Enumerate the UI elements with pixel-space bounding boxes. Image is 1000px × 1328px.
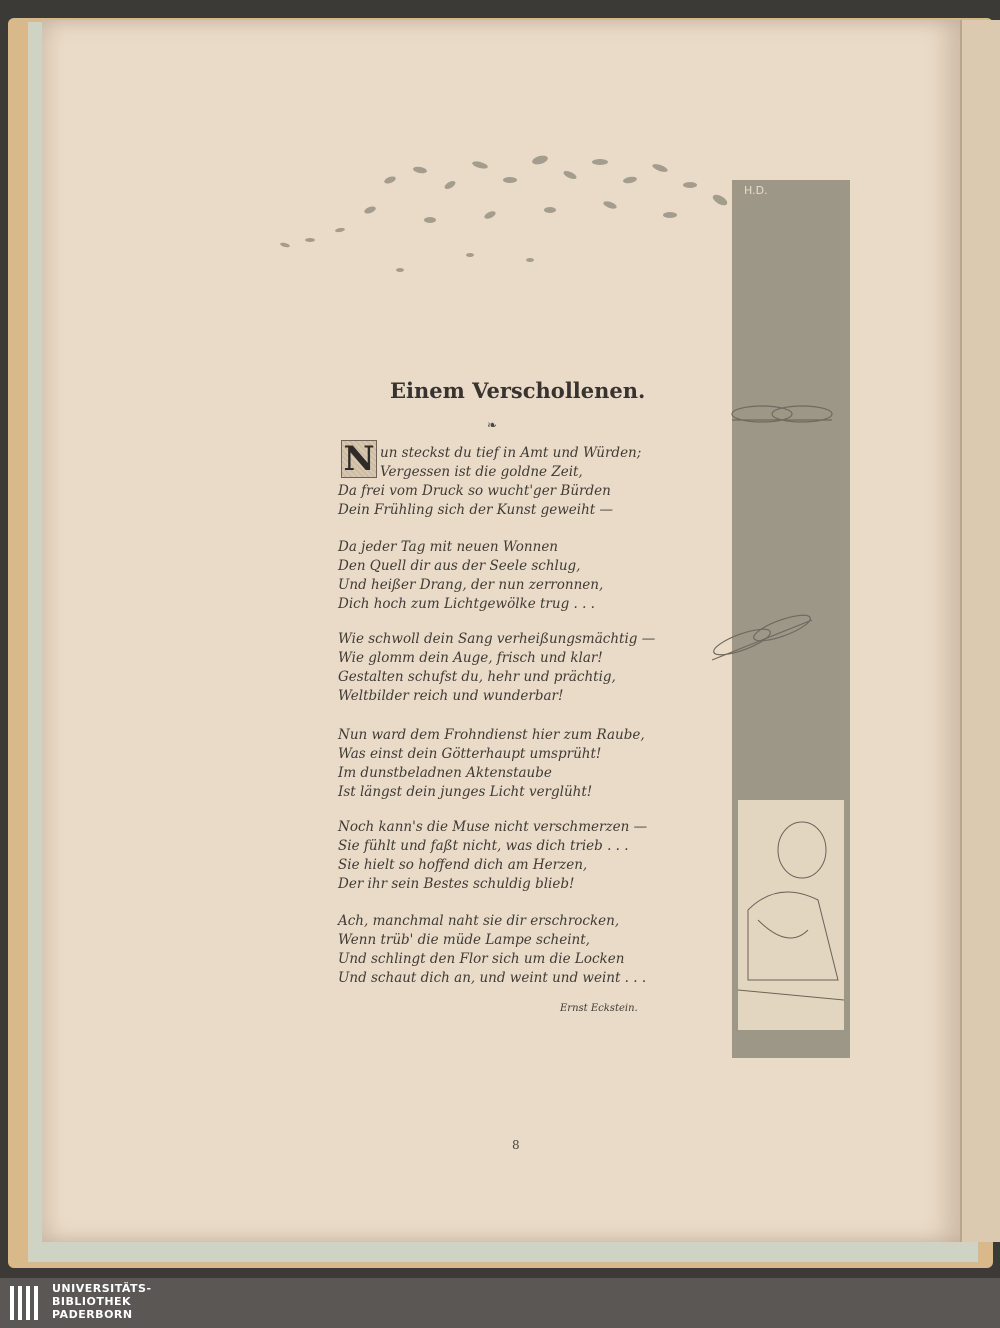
logo-line: PADERBORN	[52, 1308, 133, 1321]
illustration-signature: H.D.	[744, 184, 768, 197]
drop-cap: N	[341, 440, 377, 478]
poem-author: Ernst Eckstein.	[560, 1003, 638, 1014]
stanza-1	[338, 444, 668, 520]
poem-line: un steckst du tief in Amt und Würden;	[380, 445, 642, 461]
stanza-2	[338, 538, 668, 614]
poem-line: Ist längst dein junges Licht verglüht!	[338, 784, 593, 800]
stanza-3	[338, 630, 668, 706]
poem-title: Einem Verschollenen.	[390, 378, 646, 403]
poem-line: Wie schwoll dein Sang verheißungsmächtig —	[338, 631, 656, 647]
stanza-5	[338, 818, 668, 894]
poem-line: Und heißer Drang, der nun zerronnen,	[338, 577, 604, 593]
poem-line: Und schlingt den Flor sich um die Locken	[338, 951, 625, 967]
dragonfly-illustration	[692, 380, 852, 700]
poem-line: Vergessen ist die goldne Zeit,	[380, 464, 583, 480]
title-ornament: ❧	[487, 418, 498, 432]
poem-line: Dein Frühling sich der Kunst geweiht —	[338, 502, 613, 518]
facing-page-edge	[960, 20, 1000, 1242]
stanza-6	[338, 912, 668, 988]
poem-line: Wie glomm dein Auge, frisch und klar!	[338, 650, 603, 666]
poem-line: Was einst dein Götterhaupt umsprüht!	[338, 746, 602, 762]
logo-line: UNIVERSITÄTS-	[52, 1282, 152, 1295]
poem-line: Im dunstbeladnen Aktenstaube	[338, 765, 552, 781]
poem-line: Noch kann's die Muse nicht verschmerzen —	[338, 819, 648, 835]
poem-line: Da jeder Tag mit neuen Wonnen	[338, 539, 559, 555]
figure-sketch	[738, 800, 844, 1055]
poem-line: Ach, manchmal naht sie dir erschrocken,	[338, 913, 620, 929]
poem-line: Da frei vom Druck so wucht'ger Bürden	[338, 483, 611, 499]
library-footer-bar	[0, 1278, 1000, 1328]
poem-line: Nun ward dem Frohndienst hier zum Raube,	[338, 727, 645, 743]
poem-line: Dich hoch zum Lichtgewölke trug . . .	[338, 596, 595, 612]
poem-line: Den Quell dir aus der Seele schlug,	[338, 558, 581, 574]
poem-line: Weltbilder reich und wunderbar!	[338, 688, 564, 704]
stanza-4	[338, 726, 668, 802]
poem-line: Wenn trüb' die müde Lampe scheint,	[338, 932, 590, 948]
poem-line: Sie hielt so hoffend dich am Herzen,	[338, 857, 588, 873]
illustration-panel	[732, 180, 850, 1058]
page-number: 8	[512, 1138, 520, 1152]
library-logo-icon	[8, 1282, 46, 1324]
scribe-illustration	[738, 800, 844, 1055]
poem-line: Sie fühlt und faßt nicht, was dich trieb . . .	[338, 838, 629, 854]
poem-line: Und schaut dich an, und weint und weint . . .	[338, 970, 647, 986]
poem-line: Gestalten schufst du, hehr und prächtig,	[338, 669, 616, 685]
poem-line: Der ihr sein Bestes schuldig blieb!	[338, 876, 575, 892]
logo-line: BIBLIOTHEK	[52, 1295, 132, 1308]
library-logo-text	[52, 1282, 152, 1321]
